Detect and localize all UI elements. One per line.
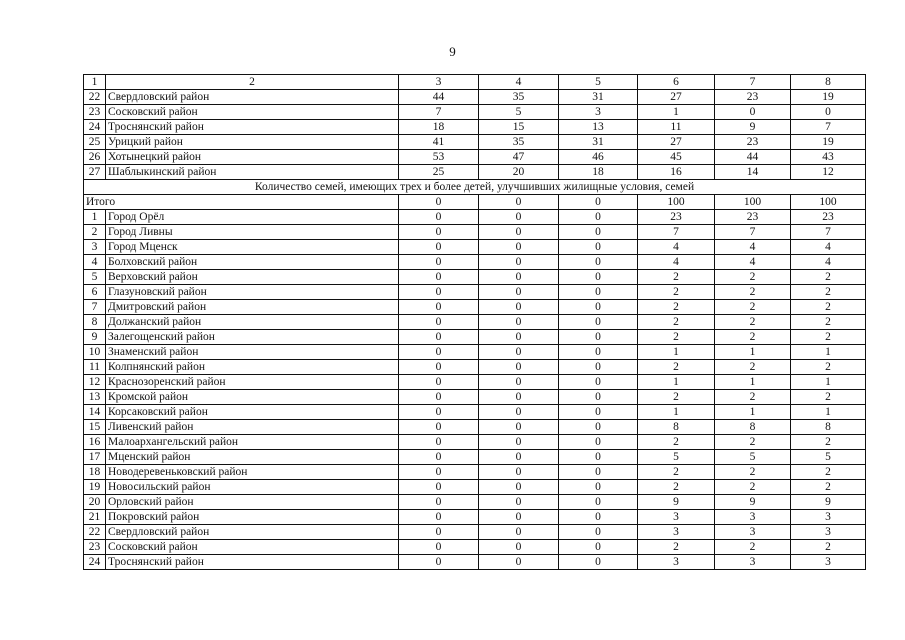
value-cell: 0 [399, 255, 479, 270]
value-cell: 2 [791, 285, 866, 300]
district-name: Дмитровский район [106, 300, 399, 315]
value-cell: 0 [399, 315, 479, 330]
section-row [84, 180, 866, 195]
value-cell: 2 [791, 300, 866, 315]
value-cell: 2 [715, 270, 791, 285]
value-cell: 0 [559, 495, 638, 510]
district-name: Знаменский район [106, 345, 399, 360]
value-cell: 0 [479, 315, 559, 330]
row-number: 13 [84, 390, 106, 405]
column-header: 4 [479, 75, 559, 90]
value-cell: 0 [479, 285, 559, 300]
table-row [84, 330, 866, 345]
value-cell: 53 [399, 150, 479, 165]
column-header: 1 [84, 75, 106, 90]
value-cell: 35 [479, 135, 559, 150]
value-cell: 43 [791, 150, 866, 165]
table-row [84, 300, 866, 315]
district-name: Новодеревеньковский район [106, 465, 399, 480]
table-row [84, 105, 866, 120]
value-cell: 1 [715, 405, 791, 420]
district-name: Залегощенский район [106, 330, 399, 345]
value-cell: 0 [399, 495, 479, 510]
value-cell: 1 [638, 345, 715, 360]
value-cell: 2 [791, 390, 866, 405]
column-header: 3 [399, 75, 479, 90]
table-row [84, 510, 866, 525]
value-cell: 0 [559, 300, 638, 315]
row-number: 3 [84, 240, 106, 255]
value-cell: 9 [791, 495, 866, 510]
value-cell: 0 [399, 270, 479, 285]
value-cell: 7 [715, 225, 791, 240]
table-row [84, 90, 866, 105]
value-cell: 3 [559, 105, 638, 120]
value-cell: 2 [715, 480, 791, 495]
value-cell: 15 [479, 120, 559, 135]
value-cell: 0 [479, 330, 559, 345]
value-cell: 2 [715, 315, 791, 330]
value-cell: 0 [559, 270, 638, 285]
value-cell: 4 [791, 255, 866, 270]
table-row [84, 375, 866, 390]
value-cell: 23 [791, 210, 866, 225]
value-cell: 7 [638, 225, 715, 240]
value-cell: 3 [638, 555, 715, 570]
table-row [84, 210, 866, 225]
table-row [84, 405, 866, 420]
value-cell: 2 [638, 360, 715, 375]
value-cell: 0 [399, 450, 479, 465]
district-name: Глазуновский район [106, 285, 399, 300]
value-cell: 2 [715, 300, 791, 315]
value-cell: 8 [715, 420, 791, 435]
value-cell: 0 [479, 495, 559, 510]
total-value: 100 [791, 195, 866, 210]
value-cell: 0 [559, 225, 638, 240]
value-cell: 0 [559, 285, 638, 300]
value-cell: 3 [638, 525, 715, 540]
value-cell: 3 [638, 510, 715, 525]
value-cell: 0 [399, 300, 479, 315]
value-cell: 44 [399, 90, 479, 105]
column-header: 5 [559, 75, 638, 90]
value-cell: 0 [559, 390, 638, 405]
value-cell: 2 [715, 330, 791, 345]
district-name: Сосковский район [106, 105, 399, 120]
table-row [84, 285, 866, 300]
value-cell: 0 [479, 420, 559, 435]
total-row [84, 195, 866, 210]
value-cell: 0 [399, 435, 479, 450]
table-row [84, 540, 866, 555]
value-cell: 9 [638, 495, 715, 510]
district-name: Урицкий район [106, 135, 399, 150]
value-cell: 0 [479, 345, 559, 360]
column-header: 8 [791, 75, 866, 90]
district-name: Город Мценск [106, 240, 399, 255]
value-cell: 31 [559, 90, 638, 105]
district-name: Болховский район [106, 255, 399, 270]
row-number: 26 [84, 150, 106, 165]
value-cell: 47 [479, 150, 559, 165]
table-row [84, 135, 866, 150]
district-name: Малоархангельский район [106, 435, 399, 450]
data-table [83, 74, 866, 570]
value-cell: 0 [559, 315, 638, 330]
value-cell: 7 [791, 120, 866, 135]
value-cell: 3 [791, 525, 866, 540]
table-row [84, 315, 866, 330]
value-cell: 0 [559, 405, 638, 420]
value-cell: 0 [559, 345, 638, 360]
table-row [84, 120, 866, 135]
value-cell: 0 [559, 210, 638, 225]
value-cell: 2 [715, 360, 791, 375]
value-cell: 0 [399, 285, 479, 300]
table-row [84, 465, 866, 480]
value-cell: 4 [638, 255, 715, 270]
header-row [84, 75, 866, 90]
value-cell: 0 [559, 375, 638, 390]
row-number: 10 [84, 345, 106, 360]
value-cell: 8 [638, 420, 715, 435]
value-cell: 4 [715, 255, 791, 270]
district-name: Краснозоренский район [106, 375, 399, 390]
value-cell: 0 [479, 300, 559, 315]
value-cell: 0 [479, 270, 559, 285]
district-name: Шаблыкинский район [106, 165, 399, 180]
table-row [84, 255, 866, 270]
value-cell: 23 [715, 90, 791, 105]
row-number: 24 [84, 120, 106, 135]
value-cell: 0 [559, 420, 638, 435]
row-number: 21 [84, 510, 106, 525]
row-number: 7 [84, 300, 106, 315]
value-cell: 5 [715, 450, 791, 465]
value-cell: 0 [399, 480, 479, 495]
value-cell: 2 [715, 390, 791, 405]
value-cell: 0 [559, 450, 638, 465]
value-cell: 2 [638, 390, 715, 405]
value-cell: 0 [399, 540, 479, 555]
value-cell: 0 [559, 240, 638, 255]
row-number: 15 [84, 420, 106, 435]
row-number: 11 [84, 360, 106, 375]
value-cell: 1 [638, 375, 715, 390]
row-number: 18 [84, 465, 106, 480]
table-row [84, 240, 866, 255]
value-cell: 1 [791, 345, 866, 360]
district-name: Сосковский район [106, 540, 399, 555]
row-number: 23 [84, 105, 106, 120]
value-cell: 0 [559, 255, 638, 270]
value-cell: 0 [479, 525, 559, 540]
district-name: Ливенский район [106, 420, 399, 435]
row-number: 5 [84, 270, 106, 285]
row-number: 8 [84, 315, 106, 330]
value-cell: 0 [479, 405, 559, 420]
value-cell: 2 [638, 465, 715, 480]
value-cell: 3 [715, 525, 791, 540]
table-row [84, 525, 866, 540]
value-cell: 2 [791, 540, 866, 555]
table-body [84, 75, 866, 570]
value-cell: 0 [399, 390, 479, 405]
value-cell: 46 [559, 150, 638, 165]
value-cell: 0 [399, 375, 479, 390]
value-cell: 1 [715, 375, 791, 390]
value-cell: 2 [791, 480, 866, 495]
row-number: 22 [84, 525, 106, 540]
district-name: Корсаковский район [106, 405, 399, 420]
district-name: Город Орёл [106, 210, 399, 225]
value-cell: 11 [638, 120, 715, 135]
value-cell: 0 [479, 450, 559, 465]
value-cell: 31 [559, 135, 638, 150]
district-name: Новосильский район [106, 480, 399, 495]
row-number: 20 [84, 495, 106, 510]
table-row [84, 495, 866, 510]
value-cell: 0 [399, 510, 479, 525]
value-cell: 0 [479, 375, 559, 390]
section-title: Количество семей, имеющих трех и более детей, улучшивших жилищные условия, семей [84, 180, 866, 195]
district-name: Город Ливны [106, 225, 399, 240]
value-cell: 1 [638, 405, 715, 420]
table-row [84, 270, 866, 285]
value-cell: 0 [399, 240, 479, 255]
value-cell: 0 [399, 405, 479, 420]
value-cell: 7 [791, 225, 866, 240]
total-label: Итого [84, 195, 399, 210]
value-cell: 0 [559, 330, 638, 345]
value-cell: 19 [791, 135, 866, 150]
value-cell: 2 [791, 435, 866, 450]
value-cell: 23 [638, 210, 715, 225]
value-cell: 1 [715, 345, 791, 360]
value-cell: 0 [479, 225, 559, 240]
district-name: Верховский район [106, 270, 399, 285]
value-cell: 9 [715, 120, 791, 135]
value-cell: 5 [479, 105, 559, 120]
value-cell: 0 [399, 420, 479, 435]
value-cell: 0 [479, 510, 559, 525]
value-cell: 13 [559, 120, 638, 135]
value-cell: 2 [791, 330, 866, 345]
value-cell: 1 [638, 105, 715, 120]
value-cell: 0 [559, 360, 638, 375]
value-cell: 4 [638, 240, 715, 255]
value-cell: 3 [791, 510, 866, 525]
value-cell: 0 [399, 225, 479, 240]
value-cell: 2 [638, 300, 715, 315]
value-cell: 0 [479, 240, 559, 255]
value-cell: 0 [399, 525, 479, 540]
value-cell: 2 [715, 285, 791, 300]
value-cell: 2 [791, 360, 866, 375]
value-cell: 2 [791, 315, 866, 330]
table-row [84, 345, 866, 360]
value-cell: 45 [638, 150, 715, 165]
value-cell: 27 [638, 90, 715, 105]
value-cell: 0 [479, 540, 559, 555]
value-cell: 23 [715, 135, 791, 150]
value-cell: 0 [399, 345, 479, 360]
district-name: Орловский район [106, 495, 399, 510]
value-cell: 20 [479, 165, 559, 180]
value-cell: 2 [638, 480, 715, 495]
table-row [84, 165, 866, 180]
district-name: Колпнянский район [106, 360, 399, 375]
value-cell: 2 [638, 540, 715, 555]
row-number: 12 [84, 375, 106, 390]
total-value: 0 [479, 195, 559, 210]
table-row [84, 390, 866, 405]
total-value: 0 [559, 195, 638, 210]
table-row [84, 480, 866, 495]
table-row [84, 420, 866, 435]
table-row [84, 150, 866, 165]
value-cell: 2 [791, 465, 866, 480]
value-cell: 3 [715, 510, 791, 525]
value-cell: 0 [399, 465, 479, 480]
value-cell: 0 [399, 210, 479, 225]
value-cell: 5 [791, 450, 866, 465]
value-cell: 0 [479, 435, 559, 450]
row-number: 2 [84, 225, 106, 240]
value-cell: 0 [479, 465, 559, 480]
value-cell: 18 [399, 120, 479, 135]
value-cell: 0 [479, 210, 559, 225]
table-row [84, 555, 866, 570]
value-cell: 0 [399, 360, 479, 375]
value-cell: 2 [791, 270, 866, 285]
value-cell: 0 [559, 510, 638, 525]
value-cell: 8 [791, 420, 866, 435]
total-value: 100 [638, 195, 715, 210]
district-name: Свердловский район [106, 525, 399, 540]
value-cell: 23 [715, 210, 791, 225]
value-cell: 3 [791, 555, 866, 570]
table-row [84, 225, 866, 240]
value-cell: 0 [479, 360, 559, 375]
value-cell: 0 [559, 465, 638, 480]
value-cell: 7 [399, 105, 479, 120]
value-cell: 35 [479, 90, 559, 105]
column-header: 2 [106, 75, 399, 90]
value-cell: 9 [715, 495, 791, 510]
value-cell: 4 [715, 240, 791, 255]
value-cell: 41 [399, 135, 479, 150]
value-cell: 0 [479, 555, 559, 570]
value-cell: 0 [479, 480, 559, 495]
value-cell: 12 [791, 165, 866, 180]
value-cell: 2 [638, 435, 715, 450]
value-cell: 2 [715, 540, 791, 555]
value-cell: 2 [638, 315, 715, 330]
value-cell: 19 [791, 90, 866, 105]
district-name: Кромской район [106, 390, 399, 405]
district-name: Троснянский район [106, 120, 399, 135]
value-cell: 44 [715, 150, 791, 165]
value-cell: 27 [638, 135, 715, 150]
value-cell: 2 [638, 330, 715, 345]
value-cell: 2 [638, 285, 715, 300]
row-number: 6 [84, 285, 106, 300]
value-cell: 0 [559, 435, 638, 450]
row-number: 22 [84, 90, 106, 105]
row-number: 9 [84, 330, 106, 345]
row-number: 24 [84, 555, 106, 570]
value-cell: 2 [638, 270, 715, 285]
value-cell: 25 [399, 165, 479, 180]
value-cell: 2 [715, 465, 791, 480]
value-cell: 16 [638, 165, 715, 180]
value-cell: 0 [399, 330, 479, 345]
district-name: Троснянский район [106, 555, 399, 570]
row-number: 17 [84, 450, 106, 465]
table-row [84, 450, 866, 465]
value-cell: 0 [399, 555, 479, 570]
district-name: Свердловский район [106, 90, 399, 105]
value-cell: 0 [559, 480, 638, 495]
total-value: 0 [399, 195, 479, 210]
row-number: 4 [84, 255, 106, 270]
value-cell: 2 [715, 435, 791, 450]
district-name: Покровский район [106, 510, 399, 525]
value-cell: 0 [559, 540, 638, 555]
value-cell: 5 [638, 450, 715, 465]
district-name: Хотынецкий район [106, 150, 399, 165]
value-cell: 0 [559, 555, 638, 570]
value-cell: 0 [479, 390, 559, 405]
row-number: 1 [84, 210, 106, 225]
value-cell: 0 [715, 105, 791, 120]
value-cell: 4 [791, 240, 866, 255]
district-name: Мценский район [106, 450, 399, 465]
row-number: 16 [84, 435, 106, 450]
row-number: 19 [84, 480, 106, 495]
value-cell: 0 [791, 105, 866, 120]
value-cell: 14 [715, 165, 791, 180]
value-cell: 0 [479, 255, 559, 270]
value-cell: 3 [715, 555, 791, 570]
district-name: Должанский район [106, 315, 399, 330]
column-header: 7 [715, 75, 791, 90]
row-number: 27 [84, 165, 106, 180]
value-cell: 1 [791, 405, 866, 420]
value-cell: 0 [559, 525, 638, 540]
column-header: 6 [638, 75, 715, 90]
row-number: 14 [84, 405, 106, 420]
table-row [84, 435, 866, 450]
row-number: 23 [84, 540, 106, 555]
row-number: 25 [84, 135, 106, 150]
page-number: 9 [449, 44, 456, 59]
total-value: 100 [715, 195, 791, 210]
value-cell: 1 [791, 375, 866, 390]
value-cell: 18 [559, 165, 638, 180]
table-row [84, 360, 866, 375]
